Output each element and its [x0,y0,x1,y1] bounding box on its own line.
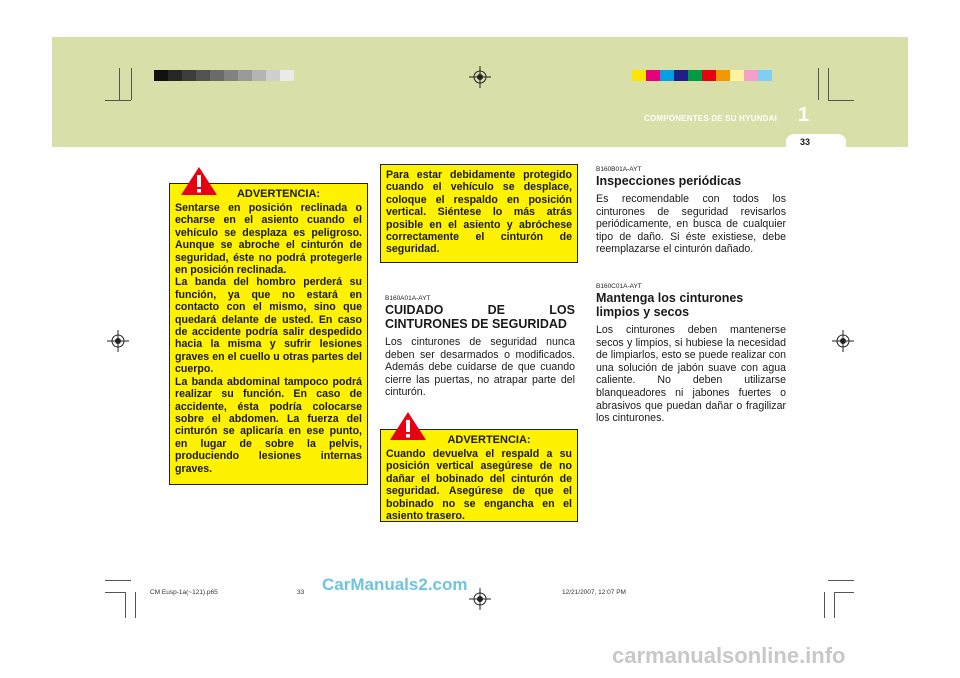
calibration-swatch [744,70,758,81]
section-code: B160A01A-AYT [385,295,431,302]
section-body: Los cinturones deben mantenerse secos y limpios, si hubiese la necesidad de limpiarlos, esto se puede realizar con una solución de jabón suave con agua caliente. No deben utilizarse blanqueadores ni jabones fuertes o abrasivos que puedan dañar o fragilizar los cinturones. [596,324,786,425]
calibration-swatch [238,70,252,81]
crop-mark [824,592,825,618]
crop-mark [135,592,136,618]
gray-calibration-strip [154,70,294,81]
calibration-swatch [632,70,646,81]
crop-mark [131,68,132,100]
section-code: B160C01A-AYT [596,283,642,290]
footer-page-number: 33 [297,589,305,596]
calibration-swatch [716,70,730,81]
calibration-swatch [280,70,294,81]
calibration-swatch [674,70,688,81]
note-box-seat-position [380,164,578,263]
warning-title: ADVERTENCIA: [236,188,321,200]
calibration-swatch [266,70,280,81]
section-heading: Inspecciones periódicas [596,174,742,188]
calibration-swatch [252,70,266,81]
section-body: Los cinturones de seguridad nunca deben ser desarmados o modificados. Además debe cuidarse de que cuando cierre las puertas, no atrapar parte del cinturón. [385,336,575,399]
section-heading: CUIDADO DE LOS CINTURONES DE SEGURIDAD [385,303,575,331]
note-text: Para estar debidamente protegido cuando el vehículo se desplace, coloque el respaldo en posición vertical. Siéntese lo más atrás posible en el asiento y abróchese correctamente el cinturón de seguridad. [386,169,572,256]
calibration-swatch [660,70,674,81]
warning-triangle-icon [389,411,427,441]
calibration-swatch [182,70,196,81]
calibration-swatch [224,70,238,81]
calibration-swatch [210,70,224,81]
footer-timestamp: 12/21/2007, 12:07 PM [562,589,626,596]
warning-text: Sentarse en posición reclinada o echarse en el asiento cuando el vehículo se desplaza es peligroso. Aunque se abroche el cinturón de seguridad, éste no podrá protegerle en posición reclinada. La banda del hombro perderá su función, ya que no estará en contacto con el mismo, sino que quedará delante de usted. En caso de accidente podría salir despedido hacia la misma y sufrir lesiones graves en el cuello u otras partes del cuerpo. La banda abdominal tampoco podrá realizar su función. En caso de accidente, ésta podría colocarse sobre el abdomen. La fuerza del cinturón se aplicaría en ese punto, en lugar de sobre la pelvis, produciendo lesiones internas graves. [175,202,362,475]
section-code: B160B01A-AYT [596,166,642,173]
warning-triangle-icon [180,166,218,196]
watermark-brand: CarManuals2.com [322,575,468,594]
calibration-swatch [154,70,168,81]
crop-mark [828,68,829,100]
crosshair-registration-icon [469,66,491,88]
crop-mark [119,68,120,100]
calibration-swatch [646,70,660,81]
section-keep-clean [596,283,786,425]
crop-mark [828,100,854,101]
chapter-title: COMPONENTES DE SU HYUNDAI [644,114,778,123]
chapter-number: 1 [798,104,810,126]
section-periodic-inspection [596,166,786,256]
calibration-swatch [168,70,182,81]
crosshair-registration-icon [107,330,129,352]
footer-file-name: CM Eusp-1a(~121).p65 [150,589,218,596]
crop-mark [105,580,131,581]
calibration-swatch [688,70,702,81]
section-heading: Mantenga los cinturones limpios y secos [596,291,744,319]
warning-title: ADVERTENCIA: [447,434,531,446]
crop-mark [105,100,131,101]
calibration-swatch [758,70,772,81]
header-band [52,37,908,147]
crop-mark [125,592,126,618]
crosshair-registration-icon [832,330,854,352]
color-calibration-strip [632,70,772,81]
crop-mark [828,580,854,581]
crop-mark [105,592,125,593]
crop-mark [818,68,819,100]
warning-box-reclined-seat [169,183,368,485]
warning-text: Cuando devuelva el respald a su posición vertical asegúrese de no dañar el bobinado del cinturón de seguridad. Asegúrese de que el bobinado no se engancha en el asiento trasero. [386,448,572,523]
crop-mark [834,592,854,593]
calibration-swatch [196,70,210,81]
section-body: Es recomendable con todos los cinturones de seguridad revisarlos periódicamente, en busca de cualquier tipo de daño. Si éste existiese, debe reemplazarse el cinturón dañado. [596,193,786,256]
page-number: 33 [799,137,810,147]
watermark-site: carmanualsonline.info [612,643,846,668]
calibration-swatch [730,70,744,81]
crop-mark [834,592,835,618]
section-seatbelt-care [385,295,575,399]
calibration-swatch [702,70,716,81]
warning-box-seatback-return [380,429,578,522]
crosshair-registration-icon [469,588,491,610]
